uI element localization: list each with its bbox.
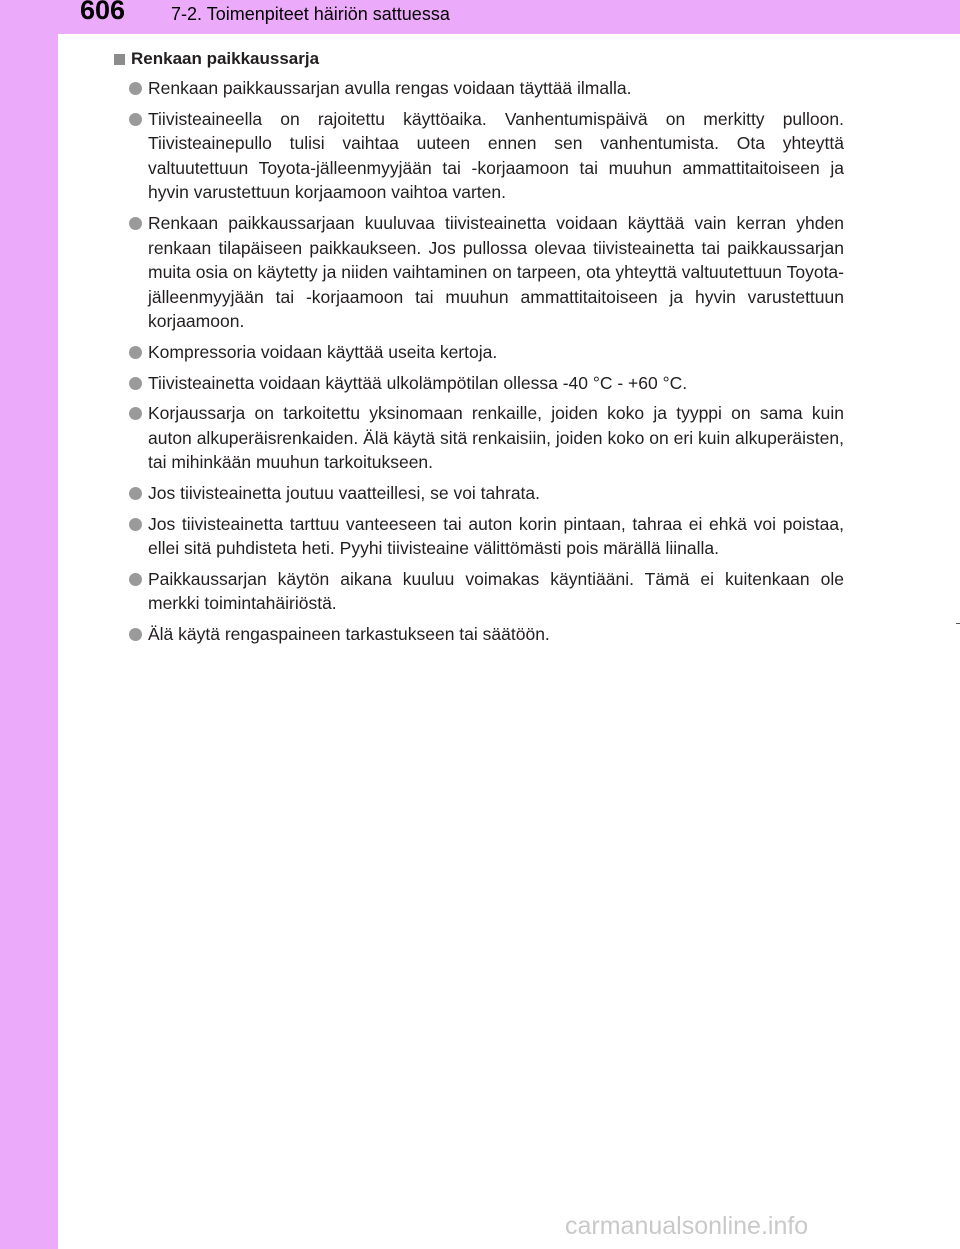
list-item-text: Älä käytä rengaspaineen tarkastukseen tai säätöön. xyxy=(148,623,550,644)
list-item-text: Paikkaussarjan käytön aikana kuuluu voimakas käyntiääni. Tämä ei kuitenkaan ole merkki toimintahäiriöstä. xyxy=(148,568,844,614)
section-heading xyxy=(114,46,844,72)
page-number: 606 xyxy=(80,0,126,25)
section-heading-text: Renkaan paikkaussarja xyxy=(131,49,320,68)
list-item xyxy=(114,622,844,647)
circle-bullet-icon xyxy=(129,407,142,420)
sidebar-color-band xyxy=(0,0,58,1249)
list-item xyxy=(114,512,844,561)
list-item-text: Korjaussarja on tarkoitettu yksinomaan renkaille, joiden koko ja tyyppi on sama kuin auton alkuperäisrenkaiden. Älä käytä sitä renkaisiin, joiden koko on eri kuin alkuperäisten, tai mihinkään muuhun tarkoitukseen. xyxy=(148,403,844,473)
list-item-text: Jos tiivisteainetta tarttuu vanteeseen tai auton korin pintaan, tahraa ei ehkä voi poistaa, ellei sitä puhdisteta heti. Pyyhi tiivisteaine välittömästi pois märällä liinalla. xyxy=(148,513,844,559)
list-item-text: Kompressoria voidaan käyttää useita kertoja. xyxy=(148,341,498,362)
list-item xyxy=(114,371,844,396)
list-item-text: Renkaan paikkaussarjan avulla rengas voidaan täyttää ilmalla. xyxy=(148,78,632,98)
circle-bullet-icon xyxy=(129,377,142,390)
list-item xyxy=(114,481,844,506)
list-item-text: Tiivisteainetta voidaan käyttää ulkolämpötilan ollessa -40 °C - +60 °C. xyxy=(148,372,688,393)
square-bullet-icon xyxy=(114,54,125,65)
list-item-text: Renkaan paikkaussarjaan kuuluvaa tiivisteainetta voidaan käyttää vain kerran yhden renkaan tilapäiseen paikkaukseen. Jos pullossa olevaa tiivisteainetta tai paikkaussarjan muita osia on käytetty ja niiden vaihtaminen on tarpeen, ota yhteyttä valtuutettuun Toyota-jälleenmyyjään tai -korjaamoon tai muuhun ammattitaitoiseen ja hyvin varustettuun korjaamoon. xyxy=(148,212,844,332)
circle-bullet-icon xyxy=(129,113,142,126)
circle-bullet-icon xyxy=(129,82,142,95)
list-item xyxy=(114,107,844,205)
circle-bullet-icon xyxy=(129,217,142,230)
list-item xyxy=(114,76,844,101)
list-item xyxy=(114,340,844,365)
header-band xyxy=(0,0,960,30)
list-item xyxy=(114,401,844,475)
circle-bullet-icon xyxy=(129,346,142,359)
list-item-text: Tiivisteaineella on rajoitettu käyttöaika. Vanhentumispäivä on merkitty pulloon. Tiivisteainepullo tulisi vaihtaa uuteen ennen sen vanhentumista. Ota yhteyttä valtuutettuun Toyota-jälleenmyyjään tai -korjaamoon tai muuhun ammattitaitoiseen ja hyvin varustettuun korjaamoon vaihtoa varten. xyxy=(148,108,844,203)
circle-bullet-icon xyxy=(129,487,142,500)
document-body xyxy=(114,46,844,652)
section-title: 7-2. Toimenpiteet häiriön sattuessa xyxy=(171,4,450,24)
watermark: carmanualsonline.info xyxy=(565,1212,809,1240)
list-item-text: Jos tiivisteainetta joutuu vaatteillesi, se voi tahrata. xyxy=(148,482,541,503)
edge-tick-mark xyxy=(956,623,960,624)
circle-bullet-icon xyxy=(129,628,142,641)
list-item xyxy=(114,567,844,616)
list-item xyxy=(114,211,844,334)
circle-bullet-icon xyxy=(129,573,142,586)
circle-bullet-icon xyxy=(129,518,142,531)
header-divider xyxy=(0,30,960,34)
